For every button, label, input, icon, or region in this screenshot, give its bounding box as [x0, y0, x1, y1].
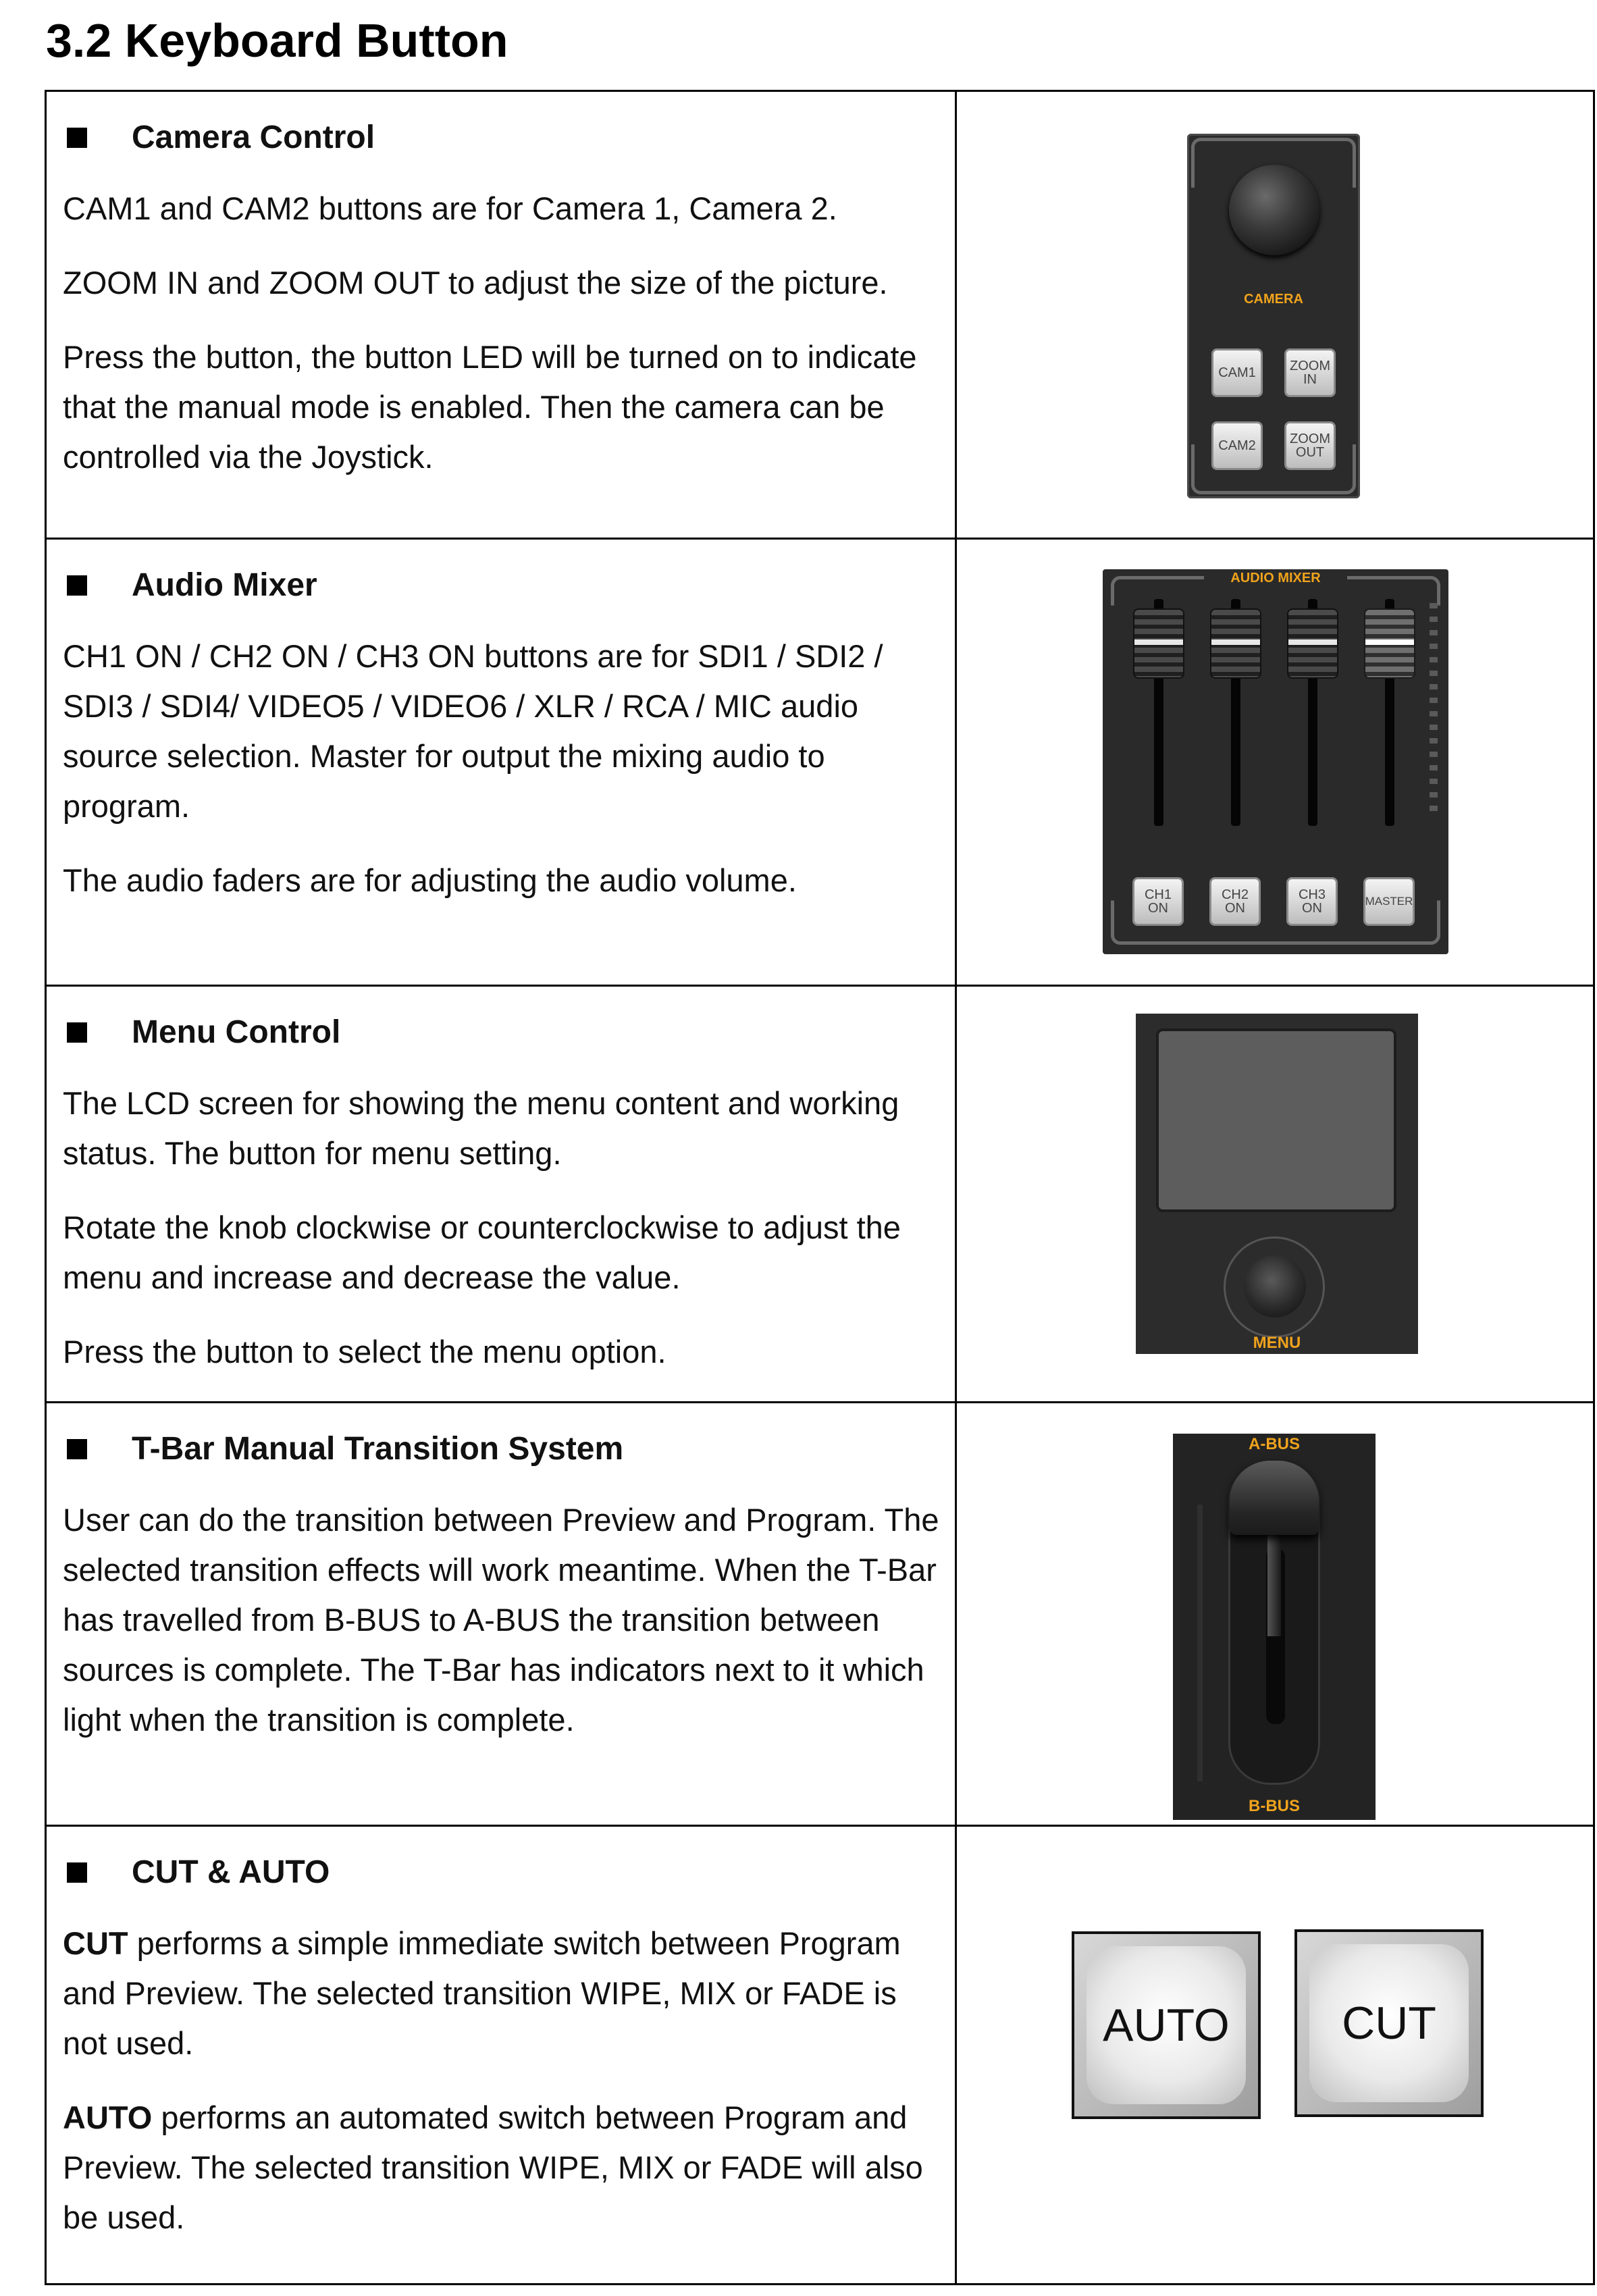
- zoom-in-key-icon: ZOOM IN: [1284, 348, 1336, 397]
- bullet-square-icon: [67, 1439, 87, 1459]
- table-row-t-bar: [46, 1403, 1594, 1826]
- text-cell: [46, 1826, 956, 2285]
- paragraph: CAM1 and CAM2 buttons are for Camera 1, Camera 2.: [63, 190, 837, 226]
- fader-cap-icon: [1211, 610, 1260, 677]
- ch3-on-key-icon: CH3 ON: [1286, 877, 1338, 926]
- paragraph: User can do the transition between Preview and Program. The selected transition effects will work meantime. When the T-Bar has travelled from B-BUS to A-BUS the transition between sources is complete. The T-Bar has indicators next to it which light when the transition is complete.: [63, 1502, 939, 1738]
- t-bar-panel-image: [1173, 1434, 1376, 1820]
- level-meter-segment: [1430, 806, 1438, 811]
- master-key-icon: MASTER: [1363, 877, 1415, 926]
- paragraph: The audio faders are for adjusting the audio volume.: [63, 862, 797, 898]
- paragraph-text: performs an automated switch between Program and Preview. The selected transition WIPE, MIX or FADE will also be used.: [63, 2099, 923, 2235]
- audio-mixer-label: AUDIO MIXER: [1204, 571, 1347, 586]
- section-heading: [63, 565, 941, 606]
- section-heading: [63, 118, 941, 158]
- text-cell: [46, 1403, 956, 1826]
- image-cell: [956, 1826, 1594, 2285]
- level-meter-segment: [1430, 738, 1438, 743]
- heading-text: Audio Mixer: [132, 567, 317, 603]
- auto-key-image: [1072, 1931, 1261, 2119]
- page-title: 3.2 Keyboard Button: [46, 14, 508, 67]
- fader-cap-icon: [1134, 610, 1183, 677]
- heading-text: CUT & AUTO: [132, 1854, 330, 1890]
- section-heading: [63, 1852, 941, 1893]
- bullet-square-icon: [67, 1022, 87, 1043]
- table-row-camera-control: [46, 91, 1594, 539]
- text-cell: [46, 986, 956, 1403]
- paragraph: Press the button, the button LED will be turned on to indicate that the manual mode is enabled. Then the camera can be controlled via the Joystick.: [63, 339, 917, 475]
- level-meter-segment: [1430, 752, 1438, 757]
- paragraph: CH1 ON / CH2 ON / CH3 ON buttons are for SDI1 / SDI2 / SDI3 / SDI4/ VIDEO5 / VIDEO6 / XLR / RCA / MIC audio source selection. Master for output the mixing audio to program.: [63, 638, 883, 824]
- fader-cap-icon: [1288, 610, 1337, 677]
- bullet-square-icon: [67, 1862, 87, 1883]
- b-bus-label: B-BUS: [1249, 1797, 1300, 1815]
- keyboard-button-table: [45, 90, 1595, 2285]
- paragraph: [63, 2093, 941, 2243]
- audio-mixer-panel-image: [1103, 569, 1448, 954]
- paragraph: [63, 1919, 941, 2068]
- t-bar-handle-icon: [1230, 1461, 1319, 1535]
- paragraph: Press the button to select the menu option.: [63, 1334, 666, 1369]
- lcd-screen-icon: [1156, 1028, 1396, 1212]
- bold-term: CUT: [63, 1925, 128, 1961]
- cut-key-image: [1294, 1929, 1484, 2117]
- menu-label: MENU: [1253, 1334, 1301, 1352]
- text-cell: [46, 91, 956, 539]
- section-heading: [63, 1429, 941, 1469]
- level-meter-segment: [1430, 765, 1438, 771]
- paragraph-text: performs a simple immediate switch between Program and Preview. The selected transition WIPE, MIX or FADE is not used.: [63, 1925, 901, 2061]
- level-meter-segment: [1430, 671, 1438, 676]
- level-meter-segment: [1430, 603, 1438, 608]
- heading-text: Camera Control: [132, 120, 375, 155]
- menu-knob-icon: [1244, 1255, 1306, 1317]
- menu-control-panel-image: [1136, 1014, 1418, 1354]
- camera-control-panel-image: [1187, 134, 1360, 498]
- level-meter-segment: [1430, 657, 1438, 662]
- level-meter-segment: [1430, 792, 1438, 798]
- cut-key-label: CUT: [1309, 1944, 1469, 2102]
- bullet-square-icon: [67, 128, 87, 148]
- bullet-square-icon: [67, 575, 87, 596]
- paragraph: Rotate the knob clockwise or counterclockwise to adjust the menu and increase and decrease the value.: [63, 1209, 901, 1295]
- level-meter-segment: [1430, 725, 1438, 730]
- ch1-on-key-icon: CH1 ON: [1132, 877, 1184, 926]
- joystick-icon: [1229, 165, 1319, 255]
- table-row-cut-auto: [46, 1826, 1594, 2285]
- camera-label: CAMERA: [1244, 292, 1303, 307]
- text-cell: [46, 539, 956, 986]
- image-cell: [956, 1403, 1594, 1826]
- level-meter-segment: [1430, 684, 1438, 689]
- bold-term: AUTO: [63, 2099, 153, 2135]
- paragraph: ZOOM IN and ZOOM OUT to adjust the size of the picture.: [63, 265, 888, 301]
- a-bus-label: A-BUS: [1249, 1435, 1300, 1453]
- level-meter-segment: [1430, 698, 1438, 703]
- image-cell: [956, 539, 1594, 986]
- level-meter-segment: [1430, 711, 1438, 716]
- heading-text: Menu Control: [132, 1014, 341, 1050]
- level-meter-segment: [1430, 779, 1438, 784]
- t-bar-stem: [1267, 1535, 1281, 1636]
- image-cell: [956, 91, 1594, 539]
- auto-key-label: AUTO: [1087, 1946, 1246, 2104]
- table-row-audio-mixer: [46, 539, 1594, 986]
- cam2-key-icon: CAM2: [1211, 421, 1263, 470]
- master-fader-cap-icon: [1365, 610, 1414, 677]
- paragraph: The LCD screen for showing the menu content and working status. The button for menu setting.: [63, 1085, 899, 1171]
- level-meter-segment: [1430, 630, 1438, 635]
- ch2-on-key-icon: CH2 ON: [1209, 877, 1261, 926]
- heading-text: T-Bar Manual Transition System: [132, 1431, 624, 1467]
- level-meter-segment: [1430, 617, 1438, 622]
- cam1-key-icon: CAM1: [1211, 348, 1263, 397]
- level-meter-segment: [1430, 644, 1438, 649]
- table-row-menu-control: [46, 986, 1594, 1403]
- image-cell: [956, 986, 1594, 1403]
- section-heading: [63, 1012, 941, 1053]
- zoom-out-key-icon: ZOOM OUT: [1284, 421, 1336, 470]
- transition-indicator-strip: [1197, 1505, 1203, 1781]
